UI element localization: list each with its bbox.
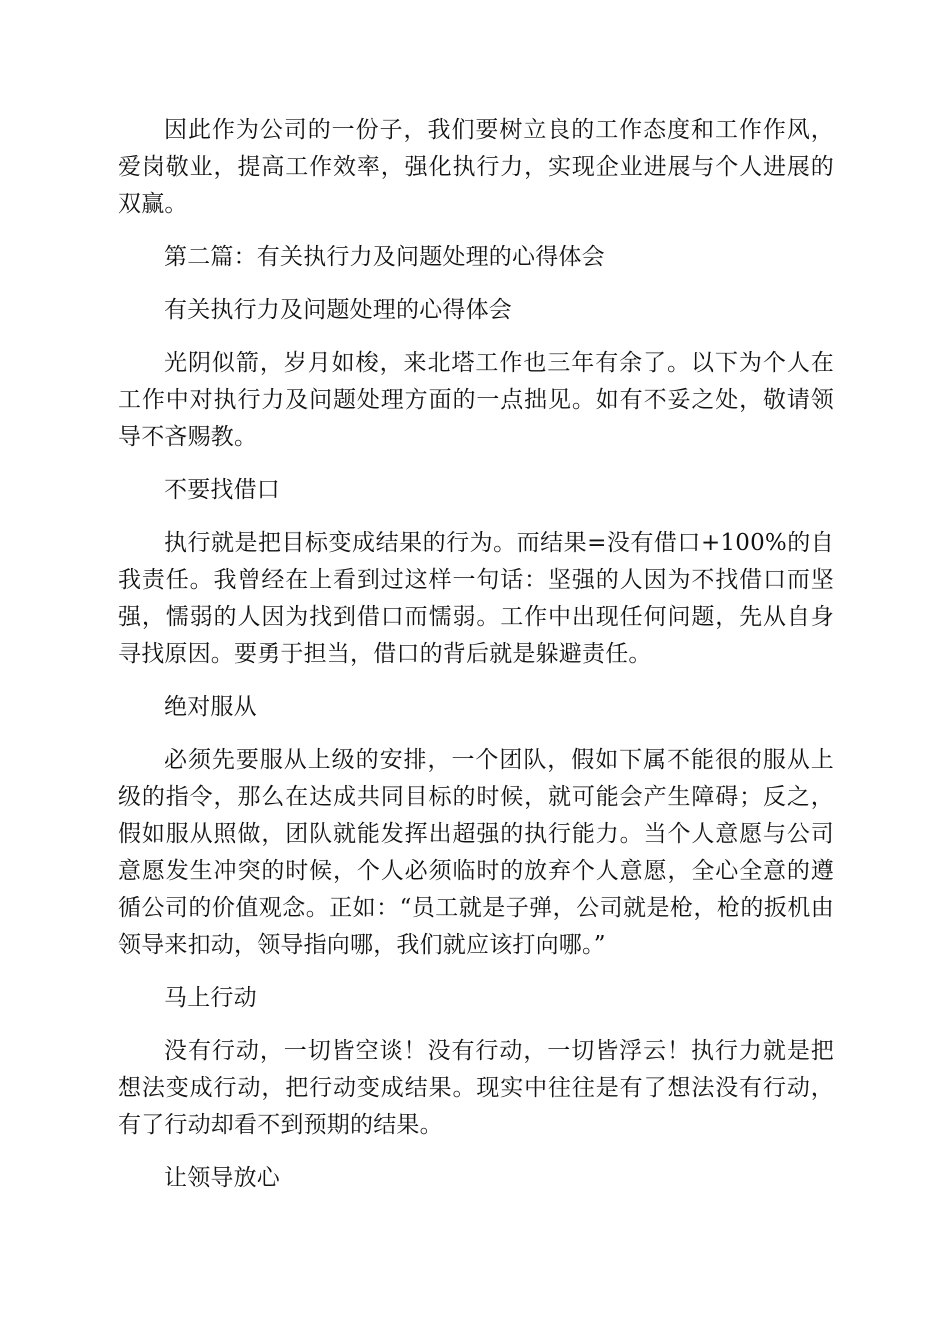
paragraph-introduction: 光阴似箭，岁月如梭，来北塔工作也三年有余了。以下为个人在工作中对执行力及问题处理方面的一点拙见。如有不妥之处，敬请领导不吝赐教。 xyxy=(118,350,834,450)
section-heading-reassure-leadership: 让领导放心 xyxy=(164,1165,280,1191)
paragraph-absolute-obedience: 必须先要服从上级的安排，一个团队，假如下属不能很的服从上级的指令，那么在达成共同目标的时候，就可能会产生障碍；反之，假如服从照做，团队就能发挥出超强的执行能力。当个人意愿与公司意愿发生冲突的时候，个人必须临时的放弃个人意愿，全心全意的遵循公司的价值观念。正如：“员工就是子弹，公司就是枪，枪的扳机由领导来扣动，领导指向哪，我们就应该打向哪。” xyxy=(118,747,834,958)
section-heading-act-now: 马上行动 xyxy=(164,985,257,1011)
section-heading-absolute-obedience: 绝对服从 xyxy=(164,694,257,720)
section-heading-no-excuses: 不要找借口 xyxy=(164,477,280,503)
paragraph-work-attitude: 因此作为公司的一份子，我们要树立良的工作态度和工作作风，爱岗敬业，提高工作效率，强化执行力，实现企业进展与个人进展的双赢。 xyxy=(118,117,834,217)
article-title: 有关执行力及问题处理的心得体会 xyxy=(164,297,512,323)
paragraph-no-excuses: 执行就是把目标变成结果的行为。而结果=没有借口+100%的自我责任。我曾经在上看到过这样一句话：坚强的人因为不找借口而坚强，懦弱的人因为找到借口而懦弱。工作中出现任何问题，先从自身寻找原因。要勇于担当，借口的背后就是躲避责任。 xyxy=(118,530,834,667)
paragraph-act-now: 没有行动，一切皆空谈！没有行动，一切皆浮云！执行力就是把想法变成行动，把行动变成结果。现实中往往是有了想法没有行动，有了行动却看不到预期的结果。 xyxy=(118,1038,834,1138)
document-body xyxy=(118,112,834,1197)
chapter-title: 第二篇：有关执行力及问题处理的心得体会 xyxy=(164,244,605,270)
